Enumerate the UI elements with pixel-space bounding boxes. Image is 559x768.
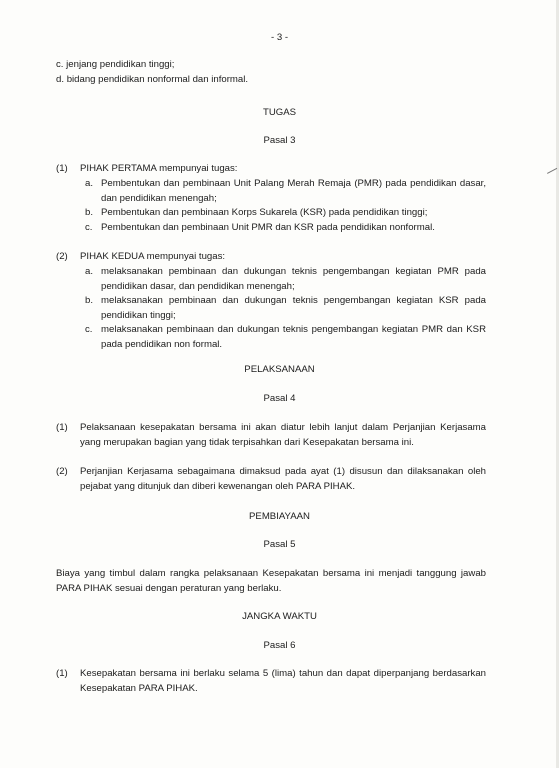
jangka-waktu-item-1: Kesepakatan bersama ini berlaku selama 5 (lima) tahun dan dapat diperpanjang berdasarkan Kesepakatan PARA PIHAK. [80, 668, 486, 694]
pasal-5-heading: Pasal 5 [263, 539, 296, 550]
list-label: c. [85, 222, 93, 233]
paragraph-number: (1) [56, 668, 68, 679]
intro-item-label: d. [56, 74, 65, 85]
intro-item-text: bidang pendidikan nonformal dan informal. [66, 74, 249, 85]
section-heading-jangka-waktu: JANGKA WAKTU [242, 611, 317, 622]
list-label: a. [85, 178, 94, 189]
section-heading-pembiayaan: PEMBIAYAAN [249, 511, 310, 522]
list-label: c. [85, 324, 93, 335]
paragraph-number: (1) [56, 163, 68, 174]
intro-item-d [56, 73, 248, 88]
section-heading-pelaksanaan: PELAKSANAAN [244, 364, 315, 375]
intro-item-c [56, 58, 174, 73]
pelaksanaan-item-1: Pelaksanaan kesepakatan bersama ini akan diatur lebih lanjut dalam Perjanjian Kerjasama yang merupakan bagian yang tidak terpisahkan dari Kesepakatan bersama ini. [80, 422, 486, 448]
tugas-p1-item-c: Pembentukan dan pembinaan Unit PMR dan KSR pada pendidikan nonformal. [101, 222, 435, 233]
page-number: - 3 - [270, 32, 289, 43]
tugas-p2-item-b: melaksanakan pembinaan dan dukungan teknis pengembangan kegiatan KSR pada pendidikan tinggi; [101, 295, 486, 321]
pasal-6-heading: Pasal 6 [263, 640, 296, 651]
tugas-p2-lead: PIHAK KEDUA mempunyai tugas: [80, 251, 226, 262]
pasal-4-heading: Pasal 4 [263, 393, 296, 404]
list-label: b. [85, 295, 94, 306]
section-heading-tugas: TUGAS [262, 107, 297, 118]
list-label: b. [85, 207, 94, 218]
paragraph-number: (2) [56, 466, 68, 477]
paragraph-number: (1) [56, 422, 68, 433]
intro-item-text: jenjang pendidikan tinggi; [66, 59, 175, 70]
paragraph-number: (2) [56, 251, 68, 262]
intro-item-label: c. [56, 59, 64, 70]
pembiayaan-paragraph: Biaya yang timbul dalam rangka pelaksanaan Kesepakatan bersama ini menjadi tanggung jawab PARA PIHAK sesuai dengan peraturan yang berlaku. [56, 568, 486, 594]
tugas-p1-lead: PIHAK PERTAMA mempunyai tugas: [80, 163, 238, 174]
tugas-p2-item-a: melaksanakan pembinaan dan dukungan teknis pengembangan kegiatan PMR pada pendidikan dasar, dan pendidikan menengah; [101, 266, 486, 292]
tugas-p2-item-c: melaksanakan pembinaan dan dukungan teknis pengembangan kegiatan PMR dan KSR pada pendidikan non formal. [101, 324, 486, 350]
list-label: a. [85, 266, 94, 277]
tugas-p1-item-a: Pembentukan dan pembinaan Unit Palang Merah Remaja (PMR) pada pendidikan dasar, dan pendidikan menengah; [101, 178, 486, 204]
pasal-3-heading: Pasal 3 [263, 135, 296, 146]
tugas-p1-item-b: Pembentukan dan pembinaan Korps Sukarela (KSR) pada pendidikan tinggi; [101, 207, 428, 218]
pelaksanaan-item-2: Perjanjian Kerjasama sebagaimana dimaksud pada ayat (1) disusun dan dilaksanakan oleh pejabat yang ditunjuk dan diberi kewenangan oleh PARA PIHAK. [80, 466, 486, 492]
